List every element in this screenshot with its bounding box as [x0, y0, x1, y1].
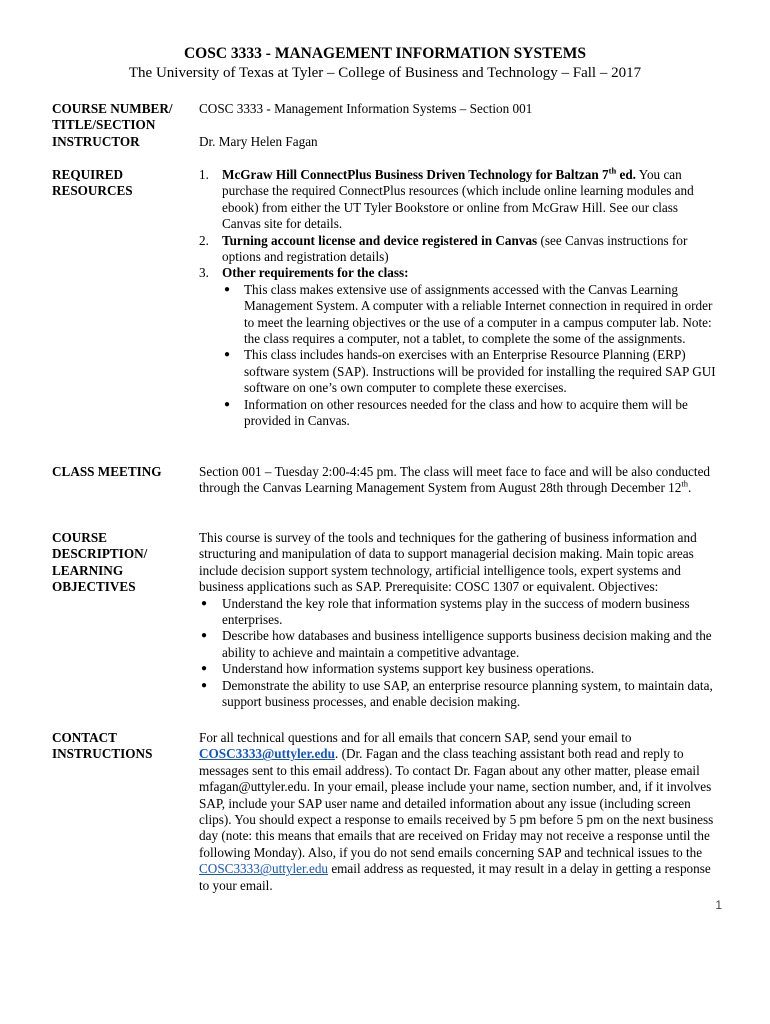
document-subtitle: The University of Texas at Tyler – College of Business and Technology – Fall – 2017 [128, 65, 642, 81]
bullet-icon: ● [201, 679, 208, 691]
objective-item: ● Demonstrate the ability to use SAP, an enterprise resource planning system, to maintain data, support business processes, and enable decision making. [201, 677, 713, 710]
course-number-value: COSC 3333 - Management Information Systems – Section 001 [199, 101, 533, 116]
objective-item: ● Describe how databases and business intelligence supports business decision making and the ability to achieve and maintain a competitive advantage. [201, 628, 712, 660]
contact-instructions-value: For all technical questions and for all emails that concern SAP, send your email to COSC3333@uttyler.edu. (Dr. Fagan and the class teaching assistant both read and reply to messages sent to this email address). To contact Dr. Fagan about any other matter, please email mfagan@uttyler.edu. In your email, please include your name, section number, and, if it involves SAP, include your SAP user name and detailed information about any issue (including screen clips). You should expect a response to emails received by 5 pm before 5 pm on the next business day (note: this means that emails that are received on Friday may not receive a response until the following Monday). Also, if you do not send emails concerning SAP and technical issues to the COSC3333@uttyler.edu email address as requested, it may result in a delay in getting a response to your email. [199, 730, 714, 893]
email-link[interactable]: COSC3333@uttyler.edu [199, 746, 335, 762]
required-resources-list [199, 167, 719, 430]
resource-item: 2. Turning account license and device registered in Canvas (see Canvas instructions for options and registration details) [199, 232, 688, 265]
objective-item: ● Understand how information systems support key business operations. [201, 661, 595, 677]
contact-instructions-label: CONTACT INSTRUCTIONS [52, 730, 153, 762]
class-meeting-label: CLASS MEETING [52, 464, 162, 479]
bullet-icon: ● [201, 663, 208, 675]
class-meeting-value: Section 001 – Tuesday 2:00-4:45 pm. The class will meet face to face and will be also conducted through the Canvas Learning Management System from August 28th through December 12th. [199, 464, 711, 496]
bullet-icon: ● [224, 349, 231, 361]
required-resources-label: REQUIRED RESOURCES [52, 167, 133, 199]
bullet-icon: ● [224, 398, 231, 410]
resource-bullet: ● This class makes extensive use of assignments accessed with the Canvas Learning Management System. A computer with a reliable Internet connection in required in order to meet the learning objectives or the use of a computer in a campus computer lab. Note: the class requires a computer, not a tablet, to complete the some of the assignments. [224, 281, 713, 347]
document-title: COSC 3333 - MANAGEMENT INFORMATION SYSTEMS [183, 45, 587, 62]
objective-item: ● Understand the key role that information systems play in the success of modern business enterprises. [201, 595, 690, 628]
course-description-label: COURSE DESCRIPTION/ LEARNING OBJECTIVES [52, 530, 148, 595]
course-description-value: This course is survey of the tools and techniques for the gathering of business information and structuring and manipulation of data to support managerial decision making. Main topic areas include decision support system technology, artificial intelligence tools, expert systems and business applications such as SAP. Prerequisite: COSC 1307 or equivalent. Objectives: ● Understand the key role that information systems play in the success of modern business enterprises. ● Describe how databases and business intelligence supports business decision making and the ability to achieve and maintain a competitive advantage. ● Understand how information systems support key business operations. ● Demonstrate the ability to use SAP, an enterprise resource planning system, to maintain data, support business processes, and enable decision making. [199, 530, 719, 710]
bullet-icon: ● [224, 283, 231, 295]
bullet-icon: ● [201, 630, 208, 642]
page-number: 1 [715, 898, 722, 912]
bullet-icon: ● [201, 597, 208, 609]
instructor-label: INSTRUCTOR [52, 134, 140, 149]
resource-item: 3. Other requirements for the class: ● This class makes extensive use of assignments accessed with the Canvas Learning Management System. A computer with a reliable Internet connection in required in order to meet the learning objectives or the use of a computer in a campus computer lab. Note: the class requires a computer, not a tablet, to complete the some of the assignments. ● This class includes hands-on exercises with an Enterprise Resource Planning (ERP) software system (SAP). Instructions will be provided for installing the required SAP GUI software on one’s own computer to complete these exercises. ● Information on other resources needed for the class and how to acquire them will be provided in Canvas. [199, 265, 719, 429]
resource-item: 1. McGraw Hill ConnectPlus Business Driven Technology for Baltzan 7th ed. You can purchase the required ConnectPlus resources (which include online learning modules and ebook) from either the UT Tyler Bookstore or online from McGraw Hill. See our class Canvas site for details. [199, 165, 694, 232]
instructor-value: Dr. Mary Helen Fagan [199, 134, 318, 149]
course-number-label: COURSE NUMBER/ TITLE/SECTION [52, 101, 173, 133]
email-link[interactable]: COSC3333@uttyler.edu [199, 861, 329, 877]
resource-bullet: ● This class includes hands-on exercises with an Enterprise Resource Planning (ERP) software system (SAP). Instructions will be provided for installing the required SAP GUI software on one’s own computer to complete these exercises. [224, 347, 716, 396]
resource-bullet: ● Information on other resources needed for the class and how to acquire them will be provided in Canvas. [224, 396, 688, 429]
